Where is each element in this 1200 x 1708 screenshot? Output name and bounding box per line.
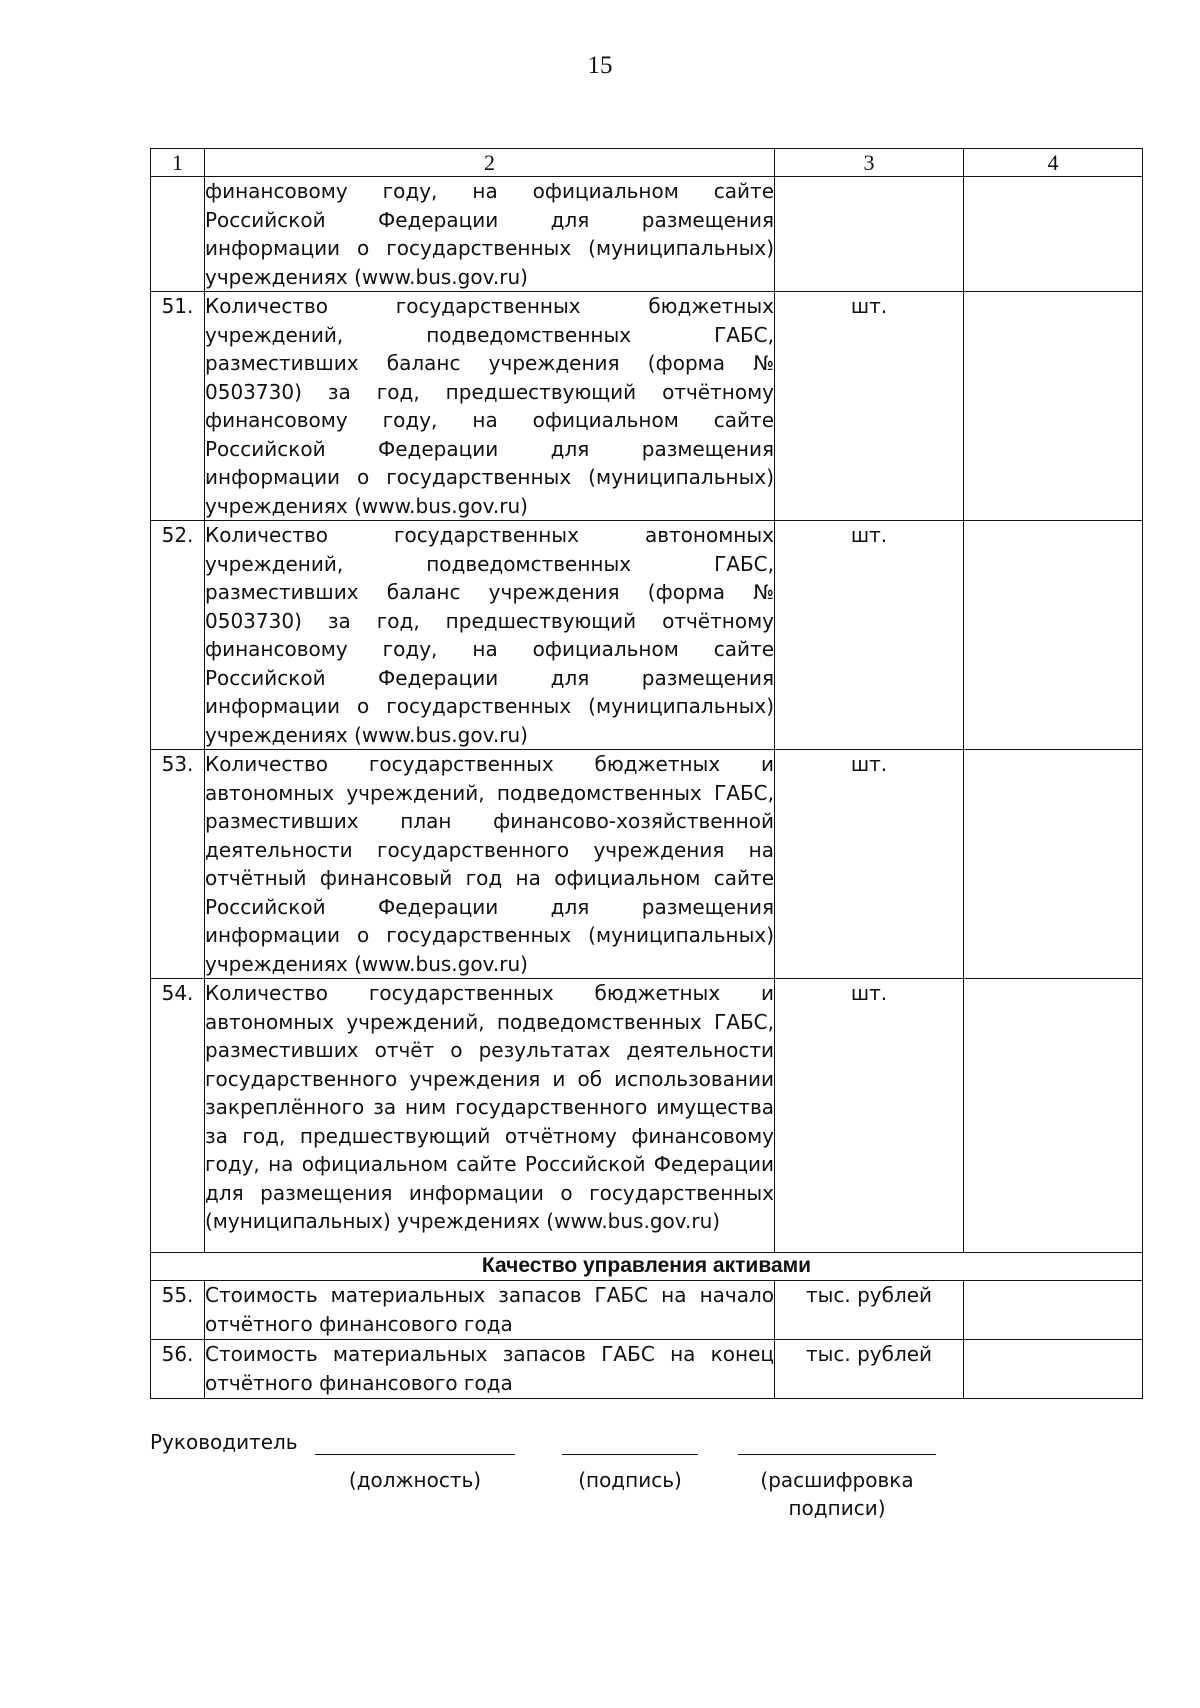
row-unit xyxy=(775,177,964,292)
decoding-line[interactable] xyxy=(738,1454,936,1455)
row-unit: шт. xyxy=(775,979,964,1253)
row-unit: шт. xyxy=(775,292,964,521)
row-description: Стоимость материальных запасов ГАБС на начало отчётного финансового года xyxy=(205,1281,775,1340)
row-description: Количество государственных автономных учреждений, подведомственных ГАБС, разместивших баланс учреждения (форма № 0503730) за год, предшествующий отчётному финансовому году, на официальном сайте Российской Федерации для размещения информации о государственных (муниципальных) учреждениях (www.bus.gov.ru) xyxy=(205,521,775,750)
row-value xyxy=(964,177,1143,292)
signature-block xyxy=(150,1430,1050,1530)
table-row xyxy=(151,1340,1143,1399)
position-caption: (должность) xyxy=(348,1468,482,1492)
signature-caption: (подпись) xyxy=(578,1468,682,1492)
row-description: Количество государственных бюджетных и автономных учреждений, подведомственных ГАБС, разместивших отчёт о результатах деятельности государственного учреждения и об использовании закреплённого за ним государственного имущества за год, предшествующий отчётному финансовому году, на официальном сайте Российской Федерации для размещения информации о государственных (муниципальных) учреждениях (www.bus.gov.ru) xyxy=(205,979,775,1253)
row-description: Стоимость материальных запасов ГАБС на конец отчётного финансового года xyxy=(205,1340,775,1399)
row-unit: тыс. рублей xyxy=(775,1340,964,1399)
table-header-row xyxy=(151,149,1143,177)
row-value xyxy=(964,750,1143,979)
column-header-2: 2 xyxy=(205,149,775,177)
column-header-4: 4 xyxy=(964,149,1143,177)
row-value xyxy=(964,1340,1143,1399)
table-row xyxy=(151,1281,1143,1340)
row-number: 53. xyxy=(151,750,205,979)
signer-label: Руководитель xyxy=(150,1430,298,1454)
row-number: 52. xyxy=(151,521,205,750)
section-row xyxy=(151,1253,1143,1281)
row-value xyxy=(964,292,1143,521)
row-unit: шт. xyxy=(775,750,964,979)
table-row xyxy=(151,750,1143,979)
row-number: 51. xyxy=(151,292,205,521)
row-number: 56. xyxy=(151,1340,205,1399)
row-description: Количество государственных бюджетных и автономных учреждений, подведомственных ГАБС, разместивших план финансово-хозяйственной деятельности государственного учреждения на отчётный финансовый год на официальном сайте Российской Федерации для размещения информации о государственных (муниципальных) учреждениях (www.bus.gov.ru) xyxy=(205,750,775,979)
signature-line[interactable] xyxy=(562,1454,698,1455)
row-value xyxy=(964,1281,1143,1340)
row-unit: шт. xyxy=(775,521,964,750)
row-description: финансовому году, на официальном сайте Российской Федерации для размещения информации о государственных (муниципальных) учреждениях (www.bus.gov.ru) xyxy=(205,177,775,292)
position-line[interactable] xyxy=(315,1454,515,1455)
row-number: 54. xyxy=(151,979,205,1253)
decoding-caption: (расшифровка подписи) xyxy=(760,1468,914,1520)
row-unit: тыс. рублей xyxy=(775,1281,964,1340)
column-header-1: 1 xyxy=(151,149,205,177)
row-value xyxy=(964,979,1143,1253)
row-number: 55. xyxy=(151,1281,205,1340)
section-title: Качество управления активами xyxy=(151,1253,1143,1281)
page-number: 15 xyxy=(587,52,613,79)
table-row xyxy=(151,177,1143,292)
indicators-table xyxy=(150,148,1143,1399)
table-row xyxy=(151,979,1143,1253)
row-description: Количество государственных бюджетных учреждений, подведомственных ГАБС, разместивших баланс учреждения (форма № 0503730) за год, предшествующий отчётному финансовому году, на официальном сайте Российской Федерации для размещения информации о государственных (муниципальных) учреждениях (www.bus.gov.ru) xyxy=(205,292,775,521)
column-header-3: 3 xyxy=(775,149,964,177)
table-row xyxy=(151,292,1143,521)
row-number xyxy=(151,177,205,292)
row-value xyxy=(964,521,1143,750)
table-row xyxy=(151,521,1143,750)
